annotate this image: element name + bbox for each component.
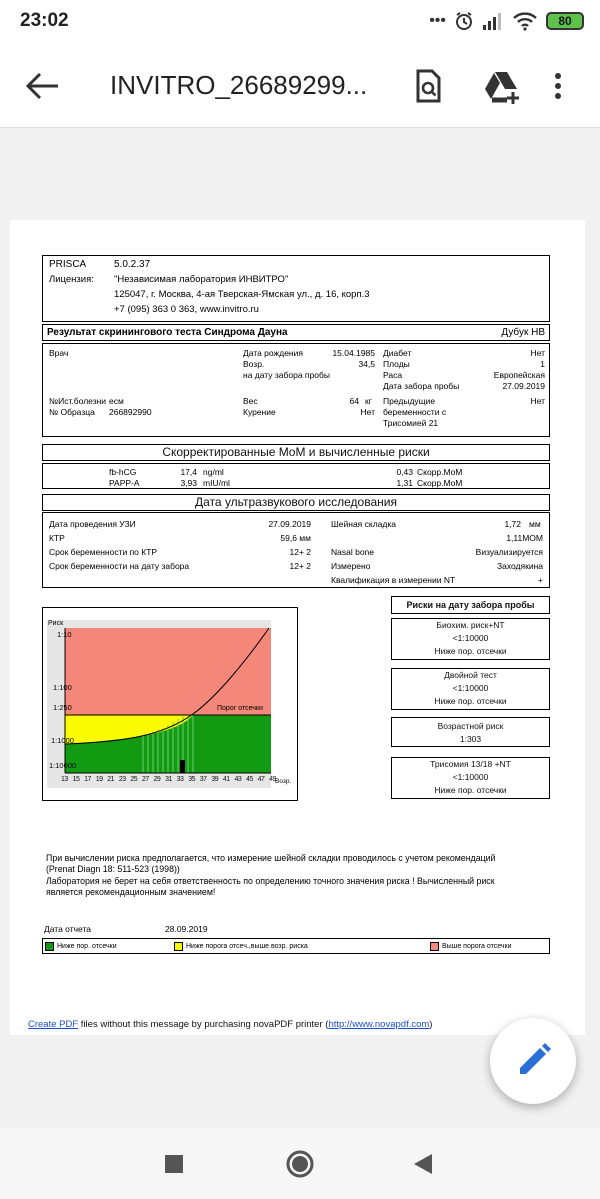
license-label: Лицензия: — [49, 274, 94, 285]
chart-x-tick: 49 — [269, 776, 276, 783]
legend-swatch-below — [45, 942, 54, 951]
legend-swatch-between — [174, 942, 183, 951]
risk-item-biochem — [391, 618, 550, 660]
chart-x-tick: 13 — [61, 776, 68, 783]
qual-label: Квалификация в измерении NT — [331, 575, 456, 585]
smoking-value: Нет — [360, 407, 375, 417]
fetus-label: Плоды — [383, 359, 410, 369]
footer-text: files without this message by purchasing novaPDF printer ( — [78, 1019, 329, 1030]
add-to-drive-icon[interactable] — [482, 66, 522, 106]
app-bar — [0, 44, 600, 128]
diabetes-label: Диабет — [383, 348, 412, 358]
prev-label-3: Трисомией 21 — [383, 418, 439, 428]
chart-x-tick: 25 — [130, 776, 138, 783]
chart-x-tick: 31 — [165, 776, 172, 783]
us-section-title: Дата ультразвукового исследования — [42, 494, 550, 511]
mom-name-1: fb-hCG — [109, 467, 137, 477]
sample-no-value: 266892990 — [109, 407, 152, 417]
chart-x-tick: 33 — [176, 776, 184, 783]
term-sample-label: Срок беременности на дату забора — [49, 561, 190, 571]
mom-unit-2: mIU/ml — [203, 478, 230, 488]
chart-x-tick: 27 — [141, 776, 149, 783]
mom-section-title: Скорректированные MoM и вычисленные риски — [42, 444, 550, 461]
race-label: Раса — [383, 370, 403, 380]
mom-table — [42, 463, 550, 489]
nt-mom-value: 1,11MOM — [506, 533, 543, 543]
edit-fab-button[interactable] — [490, 1018, 576, 1104]
us-date-value: 27.09.2019 — [268, 519, 311, 529]
chart-y-tick-2: 1:100 — [53, 683, 72, 692]
history-value: есм — [109, 396, 124, 406]
prev-value: Нет — [530, 396, 545, 406]
lab-address: 125047, г. Москва, 4-ая Тверская-Ямская ул., д. 16, корп.3 — [114, 289, 370, 300]
mom-name-2: PAPP-A — [109, 478, 140, 488]
chart-x-tick: 15 — [72, 776, 80, 783]
prev-label-1: Предыдущие — [383, 396, 436, 406]
history-label: №Ист.болезни — [49, 396, 107, 406]
legend-below: Ниже пор. отсечки — [57, 943, 117, 950]
sample-no-label: № Образца — [49, 407, 95, 417]
back-triangle-icon[interactable] — [412, 1152, 434, 1176]
risk-item-double-test — [391, 668, 550, 710]
smoking-label: Курение — [243, 407, 276, 417]
note-line-4: является рекомендационным значением! — [46, 887, 216, 897]
status-icons — [429, 10, 584, 32]
more-vert-icon[interactable] — [548, 66, 568, 106]
risk-value: <1:10000 — [452, 683, 489, 693]
risk-name: Биохим. риск+NT — [436, 620, 505, 630]
weight-value: 64 — [349, 396, 359, 406]
alarm-icon — [454, 11, 474, 31]
sample-date-value: 27.09.2019 — [502, 381, 545, 391]
mom-mom-label-2: Скорр.MoM — [417, 478, 463, 488]
home-icon[interactable] — [285, 1149, 315, 1179]
note-line-1: При вычислении риска предполагается, что измерение шейной складки проводилось с учетом рекомендаций — [46, 853, 496, 863]
nasal-label: Nasal bone — [331, 547, 375, 557]
ktr-label: КТР — [49, 533, 65, 543]
chart-y-tick-3: 1:250 — [53, 703, 72, 712]
nt-value: 1,72 — [504, 519, 521, 529]
chart-y-title: Риск — [48, 620, 64, 627]
back-arrow-icon[interactable] — [22, 68, 62, 104]
recents-icon[interactable] — [164, 1154, 184, 1174]
note-line-2: (Prenat Diagn 18: 511-523 (1998)) — [46, 864, 180, 874]
mom-unit-1: ng/ml — [203, 467, 224, 477]
weight-unit: кг — [365, 396, 372, 406]
chart-x-tick: 23 — [118, 776, 126, 783]
us-table — [42, 512, 550, 588]
dob-label: Дата рождения — [243, 348, 303, 358]
zone-above-cutoff — [65, 628, 271, 715]
program-version: 5.0.2.37 — [114, 259, 151, 270]
chart-y-tick-5: 1:10000 — [49, 761, 77, 770]
mom-mom-1: 0,43 — [396, 467, 413, 477]
nt-label: Шейная складка — [331, 519, 396, 529]
chart-x-tick: 41 — [222, 776, 230, 783]
chart-x-tick: 21 — [107, 776, 115, 783]
fetus-value: 1 — [540, 359, 545, 369]
dob-value: 15.04.1985 — [332, 348, 375, 358]
risk-note: Ниже пор. отсечки — [434, 785, 507, 795]
risk-note: Ниже пор. отсечки — [434, 696, 507, 706]
term-ktr-label: Срок беременности по КТР — [49, 547, 158, 557]
at-sample-label: на дату забора пробы — [243, 370, 330, 380]
mom-mom-label-1: Скорр.MoM — [417, 467, 463, 477]
doctor-label: Врач — [49, 348, 69, 358]
age-value: 34,5 — [358, 359, 375, 369]
chart-cutoff-label: Порог отсечки — [217, 705, 263, 712]
measured-label: Измерено — [331, 561, 371, 571]
race-value: Европейская — [493, 370, 545, 380]
mom-mom-2: 1,31 — [396, 478, 413, 488]
pdf-footer — [28, 1019, 432, 1030]
term-sample-value: 12+ 2 — [289, 561, 311, 571]
lab-name: "Независимая лаборатория ИНВИТРО" — [114, 274, 289, 285]
novapdf-link[interactable]: http://www.novapdf.com — [328, 1019, 430, 1030]
legend-swatch-above — [430, 942, 439, 951]
risk-value: <1:10000 — [452, 772, 489, 782]
signal-icon — [482, 12, 504, 30]
chart-y-tick-4: 1:1000 — [51, 736, 74, 745]
status-bar — [0, 0, 600, 44]
note-line-3: Лаборатория не берет на себя ответственность по определению точного значения риска ! Вычисленный риск — [46, 876, 495, 886]
patient-marker — [180, 760, 185, 773]
report-date-label: Дата отчета — [44, 924, 92, 934]
risk-name: Двойной тест — [444, 670, 497, 680]
patient-name: Дубук НВ — [501, 327, 545, 338]
chart-x-tick: 45 — [246, 776, 253, 783]
document-title: INVITRO_26689299... — [110, 70, 368, 100]
more-dots-icon: ••• — [429, 12, 446, 29]
system-nav-bar — [0, 1128, 600, 1199]
legend-between: Ниже порога отсеч.,выше возр. риска — [186, 943, 308, 950]
footer-end: ) — [429, 1019, 433, 1030]
search-document-icon[interactable] — [408, 66, 448, 106]
lab-phone: +7 (095) 363 0 363, www.invitro.ru — [114, 304, 259, 315]
nt-unit: мм — [529, 519, 541, 529]
program-name: PRISCA — [49, 259, 87, 270]
chart-x-ticks — [61, 776, 276, 783]
chart-x-tick: 43 — [234, 776, 242, 783]
legend-above: Выше порога отсечки — [442, 943, 512, 950]
result-title-box — [42, 324, 550, 341]
chart-x-tick: 35 — [188, 776, 195, 783]
mom-value-2: 3,93 — [180, 478, 197, 488]
risk-note: Ниже пор. отсечки — [434, 646, 507, 656]
risk-item-trisomy — [391, 757, 550, 799]
chart-x-tick: 17 — [84, 776, 91, 783]
battery-icon: 80 — [546, 12, 584, 30]
patient-data-box — [42, 343, 550, 437]
chart-x-tick: 47 — [257, 776, 265, 783]
risk-item-age — [391, 717, 550, 747]
report-date-value: 28.09.2019 — [165, 924, 208, 934]
result-title: Результат скринингового теста Синдрома Дауна — [47, 328, 288, 338]
risks-title: Риски на дату забора пробы — [391, 596, 550, 614]
us-date-label: Дата проведения УЗИ — [49, 519, 136, 529]
status-time: 23:02 — [20, 10, 69, 31]
lab-header-box — [42, 255, 550, 322]
chart-x-tick: 29 — [153, 776, 161, 783]
risk-value: <1:10000 — [452, 633, 489, 643]
nasal-value: Визуализируется — [475, 547, 543, 557]
measured-value: Заходякина — [496, 561, 543, 571]
ktr-value: 59,6 мм — [280, 533, 311, 543]
risk-value: 1:303 — [459, 734, 482, 744]
risk-name: Возрастной риск — [437, 721, 504, 731]
create-pdf-link[interactable]: Create PDF — [28, 1019, 79, 1030]
risk-name: Трисомия 13/18 +NT — [430, 759, 511, 769]
term-ktr-value: 12+ 2 — [289, 547, 311, 557]
chart-legend — [42, 938, 550, 954]
weight-label: Вес — [243, 396, 258, 406]
chart-x-tick: 37 — [199, 776, 207, 783]
qual-value: + — [538, 575, 543, 585]
pdf-page — [10, 220, 585, 1035]
chart-x-title: Возр. — [275, 778, 292, 785]
chart-y-tick-1: 1:10 — [57, 630, 72, 639]
wifi-icon — [512, 11, 538, 31]
chart-x-tick: 19 — [95, 776, 103, 783]
sample-date-label: Дата забора пробы — [383, 381, 460, 391]
age-label: Возр. — [243, 359, 265, 369]
mom-value-1: 17,4 — [180, 467, 197, 477]
diabetes-value: Нет — [530, 348, 545, 358]
risk-chart-frame — [42, 607, 298, 801]
chart-x-tick: 39 — [211, 776, 219, 783]
prev-label-2: беременности с — [383, 407, 447, 417]
pencil-icon — [490, 1018, 576, 1104]
